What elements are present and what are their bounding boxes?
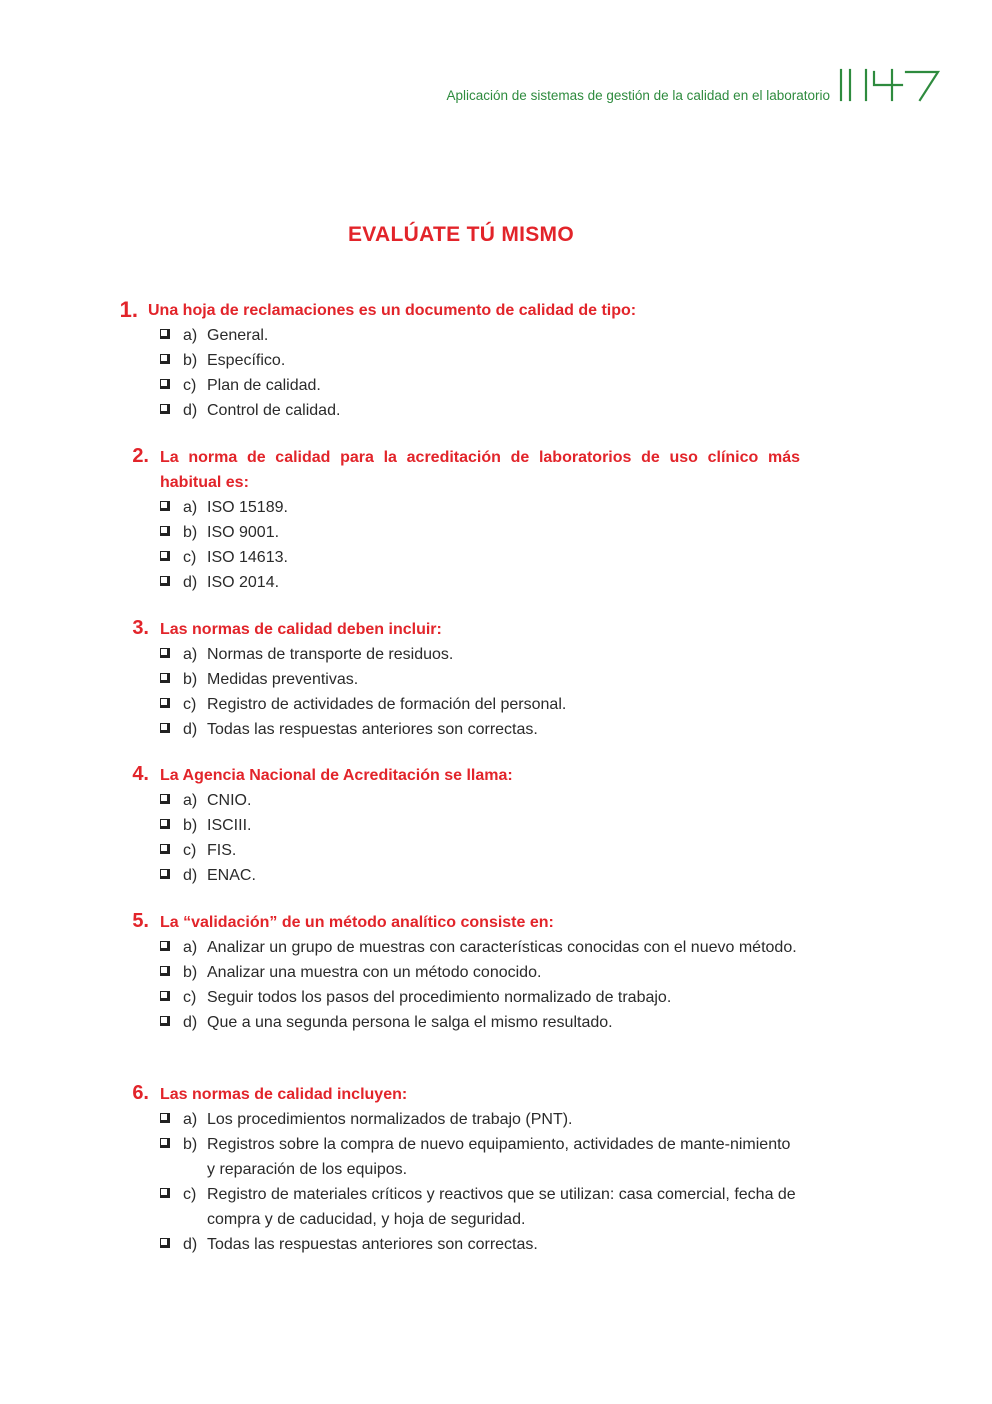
option-item	[100, 1107, 800, 1132]
option-item	[100, 1182, 800, 1232]
checkbox-icon[interactable]	[160, 1188, 170, 1198]
checkbox-icon[interactable]	[160, 648, 170, 658]
question-text: La “validación” de un método analítico consiste en:	[160, 914, 554, 931]
question-text: La Agencia Nacional de Acreditación se llama:	[160, 767, 513, 784]
question-number: 4.	[132, 763, 149, 785]
option-letter: d)	[183, 1236, 198, 1253]
option-text: Seguir todos los pasos del procedimiento normalizado de trabajo.	[207, 989, 672, 1006]
option-letter: a)	[183, 792, 198, 809]
question-5	[100, 910, 800, 1035]
option-letter: a)	[183, 939, 198, 956]
option-item	[100, 545, 800, 570]
option-text: Todas las respuestas anteriores son correctas.	[207, 721, 538, 738]
option-item	[100, 348, 800, 373]
option-text: ISCIII.	[207, 817, 252, 834]
option-item	[100, 373, 800, 398]
running-header: Aplicación de sistemas de gestión de la calidad en el laboratorio	[446, 88, 830, 103]
option-text: Analizar un grupo de muestras con características conocidas con el nuevo método.	[207, 939, 797, 956]
checkbox-icon[interactable]	[160, 1138, 170, 1148]
checkbox-icon[interactable]	[160, 551, 170, 561]
checkbox-icon[interactable]	[160, 966, 170, 976]
option-letter: d)	[183, 402, 198, 419]
option-item	[100, 692, 800, 717]
question-number: 2.	[132, 445, 149, 467]
option-item	[100, 838, 800, 863]
option-item	[100, 323, 800, 348]
option-letter: b)	[183, 817, 198, 834]
checkbox-icon[interactable]	[160, 673, 170, 683]
option-item	[100, 813, 800, 838]
option-text: Normas de transporte de residuos.	[207, 646, 454, 663]
checkbox-icon[interactable]	[160, 404, 170, 414]
option-item	[100, 570, 800, 595]
option-letter: a)	[183, 327, 198, 344]
checkbox-icon[interactable]	[160, 1238, 170, 1248]
checkbox-icon[interactable]	[160, 723, 170, 733]
question-2	[100, 445, 800, 595]
option-letter: a)	[183, 499, 198, 516]
option-item	[100, 495, 800, 520]
option-text: General.	[207, 327, 269, 344]
option-item	[100, 1132, 800, 1182]
checkbox-icon[interactable]	[160, 941, 170, 951]
checkbox-icon[interactable]	[160, 1016, 170, 1026]
question-number: 6.	[132, 1082, 149, 1104]
option-text: Registro de actividades de formación del personal.	[207, 696, 567, 713]
option-letter: c)	[183, 696, 197, 713]
checkbox-icon[interactable]	[160, 698, 170, 708]
option-text: ISO 15189.	[207, 499, 288, 516]
option-letter: b)	[183, 671, 198, 688]
option-text: Analizar una muestra con un método conocido.	[207, 964, 542, 981]
option-letter: b)	[183, 1136, 198, 1153]
option-item	[100, 788, 800, 813]
checkbox-icon[interactable]	[160, 379, 170, 389]
option-text: FIS.	[207, 842, 237, 859]
option-letter: d)	[183, 867, 198, 884]
option-text: ISO 9001.	[207, 524, 280, 541]
option-letter: a)	[183, 1111, 198, 1128]
checkbox-icon[interactable]	[160, 991, 170, 1001]
option-item	[100, 642, 800, 667]
checkbox-icon[interactable]	[160, 794, 170, 804]
checkbox-icon[interactable]	[160, 526, 170, 536]
question-number: 1.	[119, 297, 138, 322]
question-3	[100, 617, 800, 742]
checkbox-icon[interactable]	[160, 329, 170, 339]
option-item	[100, 863, 800, 888]
option-item	[100, 1232, 800, 1257]
checkbox-icon[interactable]	[160, 501, 170, 511]
option-item	[100, 960, 800, 985]
option-item	[100, 667, 800, 692]
option-item	[100, 398, 800, 423]
question-4	[100, 763, 800, 888]
option-text: Control de calidad.	[207, 402, 341, 419]
option-letter: c)	[183, 842, 197, 859]
option-text: ENAC.	[207, 867, 256, 884]
option-item	[100, 520, 800, 545]
page-title: EVALÚATE TÚ MISMO	[348, 223, 574, 246]
option-letter: c)	[183, 377, 197, 394]
option-letter: c)	[183, 1186, 197, 1203]
page-number	[838, 68, 942, 102]
option-item	[100, 935, 800, 960]
option-text: Medidas preventivas.	[207, 671, 359, 688]
question-1	[100, 298, 800, 423]
checkbox-icon[interactable]	[160, 819, 170, 829]
option-text: CNIO.	[207, 792, 252, 809]
question-number: 3.	[132, 617, 149, 639]
option-item	[100, 985, 800, 1010]
option-letter: c)	[183, 989, 197, 1006]
option-text: Plan de calidad.	[207, 377, 321, 394]
checkbox-icon[interactable]	[160, 844, 170, 854]
question-number: 5.	[132, 910, 149, 932]
checkbox-icon[interactable]	[160, 354, 170, 364]
option-letter: a)	[183, 646, 198, 663]
option-text: Todas las respuestas anteriores son correctas.	[207, 1236, 538, 1253]
option-letter: d)	[183, 721, 198, 738]
option-text: Los procedimientos normalizados de trabajo (PNT).	[207, 1111, 573, 1128]
option-letter: d)	[183, 1014, 198, 1031]
option-text: ISO 2014.	[207, 574, 280, 591]
option-text: Registros sobre la compra de nuevo equipamiento, actividades de mante-nimiento y reparación de los equipos.	[207, 1136, 791, 1178]
option-text: Específico.	[207, 352, 286, 369]
option-letter: b)	[183, 352, 198, 369]
checkbox-icon[interactable]	[160, 576, 170, 586]
option-item	[100, 717, 800, 742]
option-text: ISO 14613.	[207, 549, 288, 566]
checkbox-icon[interactable]	[160, 869, 170, 879]
question-text: Las normas de calidad deben incluir:	[160, 621, 442, 638]
checkbox-icon[interactable]	[160, 1113, 170, 1123]
option-letter: d)	[183, 574, 198, 591]
option-letter: b)	[183, 964, 198, 981]
question-text: Las normas de calidad incluyen:	[160, 1086, 408, 1103]
option-item	[100, 1010, 800, 1035]
question-text: La norma de calidad para la acreditación de laboratorios de uso clínico más habitual es:	[160, 449, 800, 491]
question-6	[100, 1082, 800, 1257]
option-text: Que a una segunda persona le salga el mismo resultado.	[207, 1014, 613, 1031]
option-letter: c)	[183, 549, 197, 566]
question-text: Una hoja de reclamaciones es un documento de calidad de tipo:	[148, 302, 637, 319]
option-text: Registro de materiales críticos y reactivos que se utilizan: casa comercial, fecha de compra y de caducidad, y hoja de seguridad.	[207, 1186, 796, 1228]
option-letter: b)	[183, 524, 198, 541]
